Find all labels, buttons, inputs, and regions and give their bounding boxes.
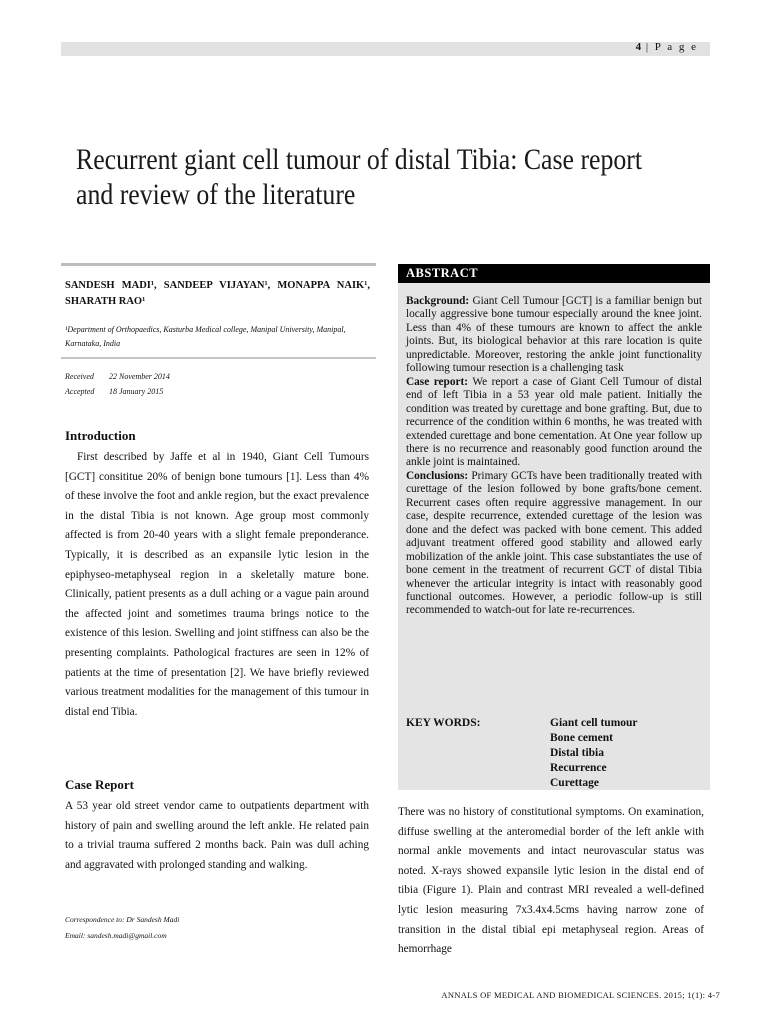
abstract-box [398, 264, 710, 790]
accepted-date: 18 January 2015 [109, 387, 164, 396]
case-report-text: A 53 year old street vendor came to outpatients department with history of pain and swelling around the left ankle. He related pain to a trivial trauma suffered 2 months back. Pain was dull aching and aggravated with prolonged standing and walking. [65, 800, 369, 871]
affiliation: ¹Department of Orthopaedics, Kasturba Medical college, Manipal University, Manipal, Karnataka, India [65, 325, 346, 348]
keyword-item: Curettage [550, 777, 599, 789]
correspondence [65, 912, 370, 944]
abstract-body [398, 283, 710, 618]
journal-footer: ANNALS OF MEDICAL AND BIOMEDICAL SCIENCES. 2015; 1(1): 4-7 [441, 990, 720, 1000]
correspondence-name: Correspondence to: Dr Sandesh Madi [65, 915, 180, 924]
introduction-heading: Introduction [65, 428, 136, 443]
keyword-item: Bone cement [550, 732, 613, 744]
title-line-2: and review of the literature [76, 178, 356, 211]
page-number: 4 | P a g e [635, 41, 698, 53]
abstract-heading: ABSTRACT [398, 264, 710, 283]
divider-middle [61, 357, 376, 359]
divider-top [61, 263, 376, 266]
page-header-bar [61, 42, 710, 56]
abstract-conclusions: Conclusions: Primary GCTs have been traditionally treated with curettage of the lesion followed by bone grafts/bone cement. Recurrent cases often require aggressive management. In our case, despite recurrence, extended curettage of the lesion was done and the defect was packed with bone cement. This added adjuvant treatment offered good stability and allowed early mobilization of the ankle joint. This case substantiates the use of bone cement in the treatment of recurrent GCT of distal Tibia whenever the articular integrity is intact with reasonably good functional outcomes. However, a periodic follow-up is still recommended to watch-out for late re-recurrences. [406, 469, 702, 617]
author-list: SANDESH MADI¹, SANDEEP VIJAYAN¹, MONAPPA NAIK¹, SHARATH RAO¹ [65, 280, 370, 307]
introduction-text: First described by Jaffe et al in 1940, Giant Cell Tumours [GCT] consititue 20% of benign bone tumours [1]. Less than 4% of these involve the foot and ankle region, but the exact prevalence in the distal Tibia is not known. Age group most commonly affected is from 20-40 years with a slight female preponderance. Typically, it is described as an expansile lytic lesion in the epiphyseo-metaphyseal region in a skeletally mature bone. Clinically, patient presents as a dull aching or a vague pain around the affected joint and sometimes trauma brings notice to the existence of this lesion. Swelling and joint stiffness can also be the presenting complaints. Pathological fractures are seen in 12% of patients at the time of presentation [2]. We have briefly reviewed various treatment modalities for the management of this tumour in distal end Tibia. [65, 451, 369, 718]
keyword-item: Distal tibia [550, 747, 604, 759]
title-line-1: Recurrent giant cell tumour of distal Tibia: Case report [76, 143, 643, 176]
article-title [76, 142, 643, 212]
case-report-heading: Case Report [65, 777, 134, 792]
accepted-label: Accepted [65, 387, 95, 396]
keywords-list [550, 716, 700, 791]
article-dates [65, 369, 370, 399]
keyword-item: Giant cell tumour [550, 717, 638, 729]
keywords-label: KEY WORDS: [406, 717, 481, 729]
abstract-background: Background: Giant Cell Tumour [GCT] is a familiar benign but locally aggressive bone tumour especially around the knee joint. Less than 4% of these tumours are known to affect the ankle joints. But, its biological behavior at this rare location is quite unpredictable. Moreover, restoring the ankle joint functionality following tumour resection is a challenging task [406, 295, 702, 375]
keyword-item: Recurrence [550, 762, 607, 774]
abstract-case-report: Case report: We report a case of Giant Cell Tumour of distal end of left Tibia in a 53 year old male patient. Initially the condition was treated by curettage and bone grafting. But, due to recurrence of the condition within 6 months, he was treated with extended curettage and bone cementation. At One year follow up there is no recurrence and reasonably good function around the ankle joint is maintained. [406, 375, 702, 469]
received-date: 22 November 2014 [109, 372, 170, 381]
correspondence-email: Email: sandesh.madi@gmail.com [65, 931, 167, 940]
case-report-continued-text: There was no history of constitutional symptoms. On examination, diffuse swelling at the anteromedial border of the left ankle with normal ankle movements and intact neurovascular status was noted. X-rays showed expansile lytic lesion in the distal end of tibia (Figure 1). Plain and contrast MRI revealed a well-defined lytic lesion measuring 7x3.4x4.5cms having narrow zone of transition in the distal tibial epi metaphyseal region. Areas of hemorrhage [398, 806, 704, 956]
received-label: Received [65, 372, 94, 381]
